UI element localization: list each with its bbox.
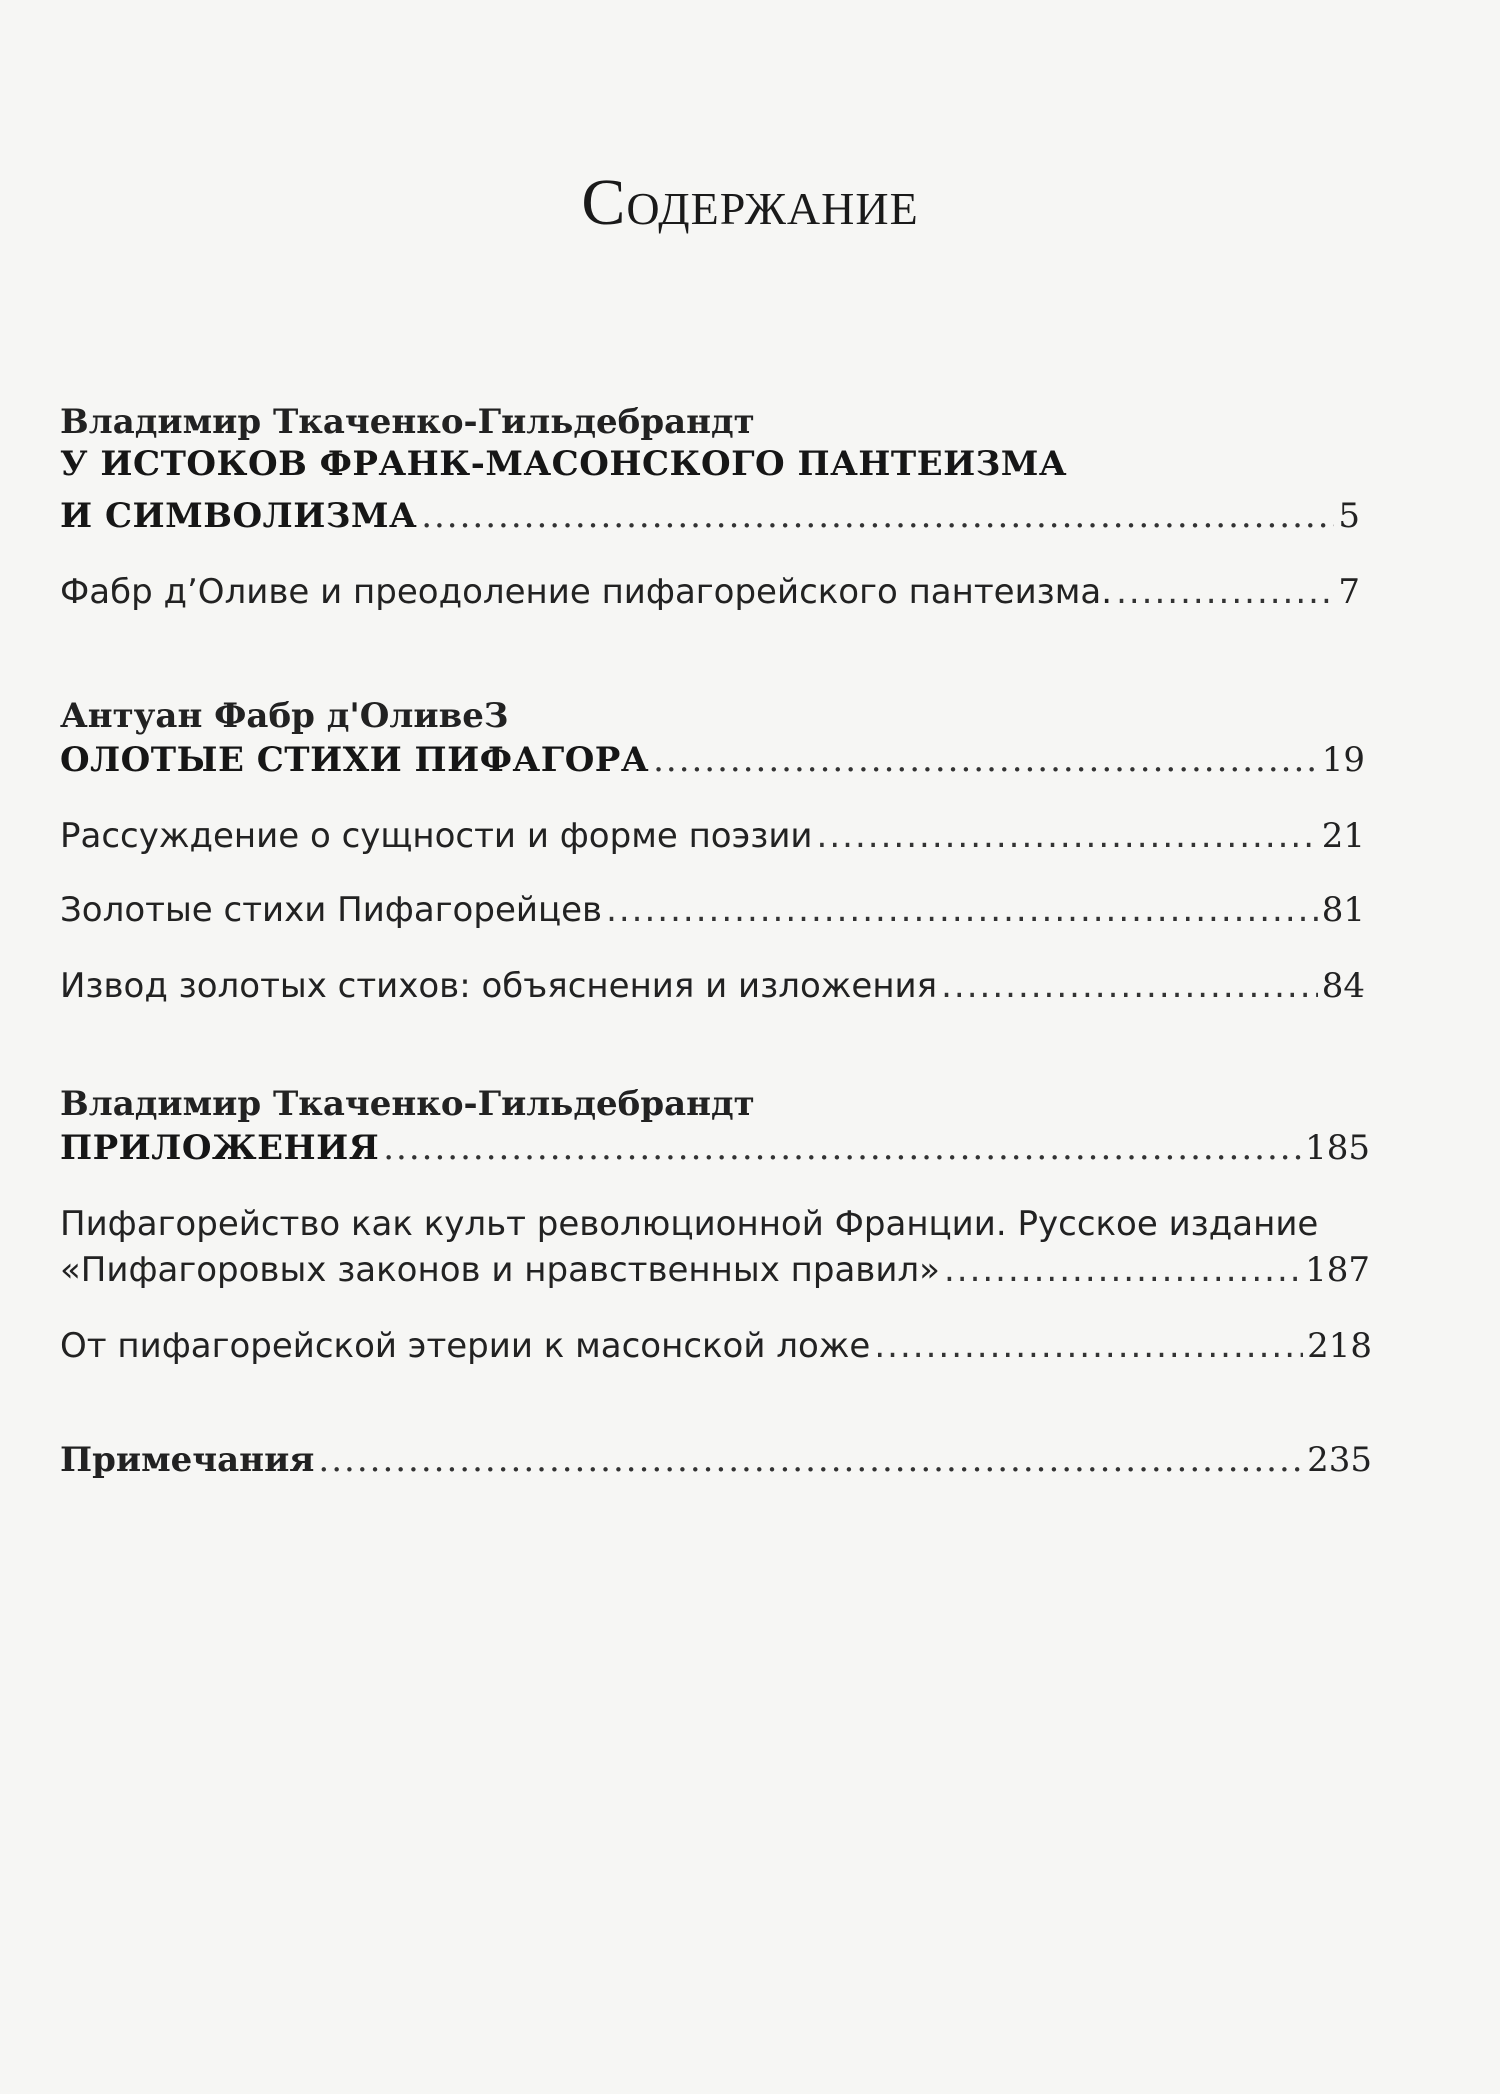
notes-entry[interactable]	[60, 1440, 1372, 1480]
leader-dots	[817, 816, 1318, 856]
part-1-title-line2: И СИМВОЛИЗМА	[60, 496, 418, 536]
toc-entry[interactable]	[60, 890, 1365, 930]
page-number: 187	[1305, 1250, 1370, 1290]
entry-label: Рассуждение о сущности и форме поэзии	[60, 816, 813, 856]
part-2-author: Антуан Фабр д'ОливеЗ	[60, 696, 509, 736]
page-number: 21	[1321, 816, 1365, 856]
part-3-author: Владимир Ткаченко-Гильдебрандт	[60, 1084, 755, 1124]
page-number: 84	[1321, 966, 1365, 1006]
entry-label: «Пифагоровых законов и нравственных правил»	[60, 1250, 940, 1290]
toc-entry[interactable]	[60, 1250, 1370, 1290]
page-number: 5	[1338, 496, 1360, 536]
toc-entry-line1: Пифагорейство как культ революционной Франции. Русское издание	[60, 1204, 1319, 1244]
toc-entry[interactable]	[60, 1326, 1372, 1366]
toc-entry[interactable]	[60, 816, 1365, 856]
part-2-title-entry[interactable]	[60, 740, 1365, 780]
leader-dots	[318, 1440, 1303, 1480]
part-1-title-entry[interactable]	[60, 496, 1360, 536]
leader-dots	[606, 890, 1318, 930]
page-number: 235	[1307, 1440, 1372, 1480]
leader-dots	[944, 1250, 1301, 1290]
entry-label: Золотые стихи Пифагорейцев	[60, 890, 603, 930]
leader-dots	[421, 496, 1334, 536]
leader-dots	[941, 966, 1318, 1006]
page-number: 81	[1321, 890, 1365, 930]
entry-label: Извод золотых стихов: объяснения и изложения	[60, 966, 938, 1006]
page-title: Содержание	[581, 166, 919, 239]
page-number: 7	[1338, 572, 1360, 612]
part-3-title-entry[interactable]	[60, 1128, 1370, 1168]
toc-entry[interactable]	[60, 966, 1365, 1006]
notes-label: Примечания	[60, 1440, 315, 1480]
leader-dots	[874, 1326, 1303, 1366]
toc-entry[interactable]	[60, 572, 1360, 612]
page-number: 185	[1305, 1128, 1370, 1168]
entry-label: Фабр д’Оливе и преодоление пифагорейского пантеизма.	[60, 572, 1113, 612]
part-2-title: ОЛОТЫЕ СТИХИ ПИФАГОРА	[60, 740, 650, 780]
leader-dots	[1116, 572, 1334, 612]
leader-dots	[653, 740, 1318, 780]
page-number: 19	[1321, 740, 1365, 780]
part-1-title-line1: У ИСТОКОВ ФРАНК-МАСОНСКОГО ПАНТЕИЗМА	[60, 444, 1068, 484]
part-1-author: Владимир Ткаченко-Гильдебрандт	[60, 402, 755, 442]
part-3-title: ПРИЛОЖЕНИЯ	[60, 1128, 380, 1168]
leader-dots	[383, 1128, 1301, 1168]
entry-label: От пифагорейской этерии к масонской ложе	[60, 1326, 871, 1366]
page-number: 218	[1307, 1326, 1372, 1366]
